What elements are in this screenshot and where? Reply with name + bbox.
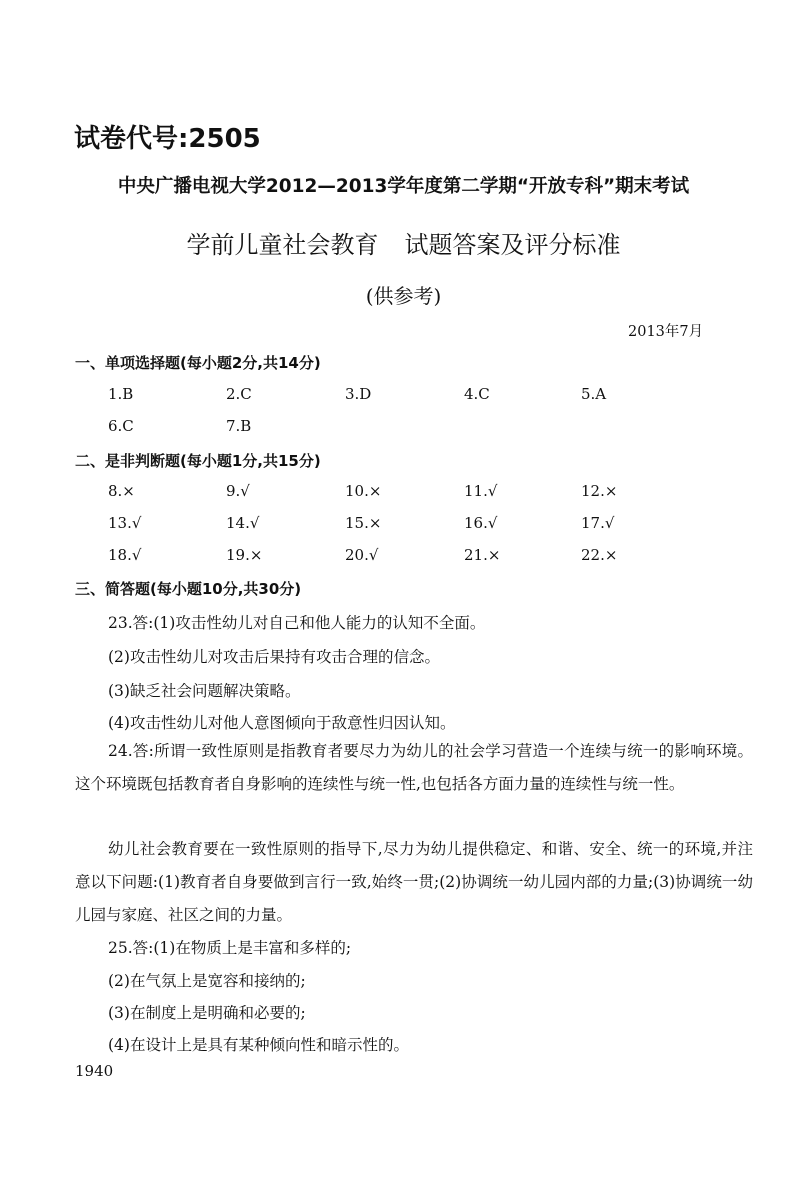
answer-item: 6.C bbox=[108, 417, 134, 435]
answer-item: 16.√ bbox=[464, 514, 498, 532]
answer-item: 17.√ bbox=[581, 514, 615, 532]
q23-line: (2)攻击性幼儿对攻击后果持有攻击合理的信念。 bbox=[108, 648, 440, 666]
q25-line: (3)在制度上是明确和必要的; bbox=[108, 1004, 306, 1022]
reference-note: (供参考) bbox=[365, 284, 442, 308]
answer-item: 10.× bbox=[345, 482, 382, 500]
answer-item: 18.√ bbox=[108, 546, 142, 564]
answer-item: 9.√ bbox=[226, 482, 250, 500]
answer-row bbox=[108, 482, 708, 504]
q23-line: (3)缺乏社会问题解决策略。 bbox=[108, 682, 301, 700]
answer-item: 12.× bbox=[581, 482, 618, 500]
section1-title: 一、单项选择题(每小题2分,共14分) bbox=[75, 354, 321, 372]
page-number: 1940 bbox=[75, 1062, 114, 1080]
answer-item: 14.√ bbox=[226, 514, 260, 532]
answer-item: 2.C bbox=[226, 385, 252, 403]
section3-title: 三、简答题(每小题10分,共30分) bbox=[75, 580, 302, 598]
exam-date: 2013年7月 bbox=[628, 324, 704, 340]
answer-item: 5.A bbox=[581, 385, 607, 403]
answer-row bbox=[108, 417, 708, 439]
answer-item: 8.× bbox=[108, 482, 135, 500]
q24-paragraph: 24.答:所谓一致性原则是指教育者要尽力为幼儿的社会学习营造一个连续与统一的影响环境。这个环境既包括教育者自身影响的连续性与统一性,也包括各方面力量的连续性与统一性。 bbox=[75, 742, 753, 793]
q25-line: 25.答:(1)在物质上是丰富和多样的; bbox=[108, 939, 352, 957]
answer-item: 4.C bbox=[464, 385, 490, 403]
exam-heading: 中央广播电视大学2012—2013学年度第二学期“开放专科”期末考试 bbox=[117, 176, 690, 197]
section2-title: 二、是非判断题(每小题1分,共15分) bbox=[75, 452, 321, 470]
paper-code: 试卷代号:2505 bbox=[74, 124, 261, 154]
answer-row bbox=[108, 514, 708, 536]
answer-item: 13.√ bbox=[108, 514, 142, 532]
answer-row bbox=[108, 385, 708, 407]
answer-item: 15.× bbox=[345, 514, 382, 532]
q24-paragraph: 幼儿社会教育要在一致性原则的指导下,尽力为幼儿提供稳定、和谐、安全、统一的环境,并注意以下问题:(1)教育者自身要做到言行一致,始终一贯;(2)协调统一幼儿园内部的力量;(3)协调统一幼儿园与家庭、社区之间的力量。 bbox=[75, 840, 753, 924]
subject-suffix: 试题答案及评分标准 bbox=[404, 231, 621, 259]
answer-item: 19.× bbox=[226, 546, 263, 564]
answer-item: 20.√ bbox=[345, 546, 379, 564]
answer-item: 22.× bbox=[581, 546, 618, 564]
q23-line: (4)攻击性幼儿对他人意图倾向于敌意性归因认知。 bbox=[108, 714, 456, 732]
subject-name: 学前儿童社会教育 bbox=[186, 231, 379, 259]
answer-item: 21.× bbox=[464, 546, 501, 564]
q23-line: 23.答:(1)攻击性幼儿对自己和他人能力的认知不全面。 bbox=[108, 614, 486, 632]
q25-line: (2)在气氛上是宽容和接纳的; bbox=[108, 972, 306, 990]
q25-line: (4)在设计上是具有某种倾向性和暗示性的。 bbox=[108, 1036, 409, 1054]
subject-title bbox=[0, 225, 807, 260]
answer-row bbox=[108, 546, 708, 568]
answer-item: 3.D bbox=[345, 385, 372, 403]
answer-item: 1.B bbox=[108, 385, 134, 403]
answer-item: 11.√ bbox=[464, 482, 498, 500]
answer-item: 7.B bbox=[226, 417, 252, 435]
